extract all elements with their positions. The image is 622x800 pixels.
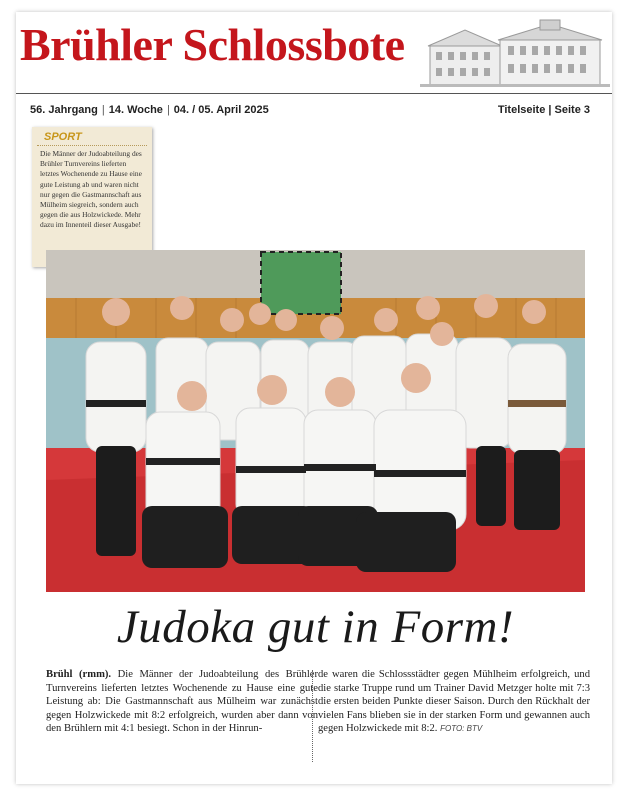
masthead-rule [16, 93, 612, 94]
photo-credit: FOTO: BTV [440, 724, 483, 734]
article-col1-text: Die Männer der Judoabteilung des Brühler Turnvereins lieferten letztes Wochenende zu Hause eine gute Leistung ab: Die Gastmannschaft aus Mülheim war zunächst gegen Holzwickede mit 8:2 erfolgreich, wurden aber dann von den Brühlern mit 4:1 besiegt. Schon in der Hinrun- [46, 669, 318, 735]
week-label: 14. Woche [108, 104, 163, 116]
sport-heading: SPORT [37, 127, 147, 146]
article-col2-text: de waren die Schlossstädter gegen Mühlheim erfolgreich, und die starke Truppe rund um Trainer David Metzger holte mit 7:3 die ersten beiden Punkte dieser Saison. Durch den Rückhalt der vielen Fans blieben sie in der starken Form und gewannen auch gegen Holzwickede mit 8:2. [318, 669, 590, 735]
article-column-1 [46, 668, 318, 736]
article-column-2 [318, 668, 590, 736]
section-label: Titelseite | Seite 3 [497, 104, 590, 116]
article-headline: Judoka gut in Form! [116, 601, 515, 653]
date-label: 04. / 05. April 2025 [173, 104, 269, 116]
castle-illustration [420, 18, 610, 90]
article-lead: Brühl (rmm). [46, 669, 112, 680]
masthead-title: Brühler Schlossbote [20, 19, 405, 70]
issue-infobar: 56. Jahrgang | 14. Woche | 04. / 05. April 2025 Titelseite | Seite 3 [30, 104, 590, 116]
sport-teaser-box [32, 127, 152, 267]
team-photo [46, 250, 585, 592]
sport-teaser-text: Die Männer der Judoabteilung des Brühler Turnvereins lieferten letztes Wochenende zu Hause eine gute Leistung ab und waren nicht nur gegen die Gastmannschaft aus Mülheim siegreich, sondern auch gegen die aus Holzwickede. Mehr dazu im Innenteil dieser Ausgabe! [40, 149, 142, 230]
volume-label: 56. Jahrgang [30, 104, 98, 116]
column-divider [312, 670, 313, 762]
